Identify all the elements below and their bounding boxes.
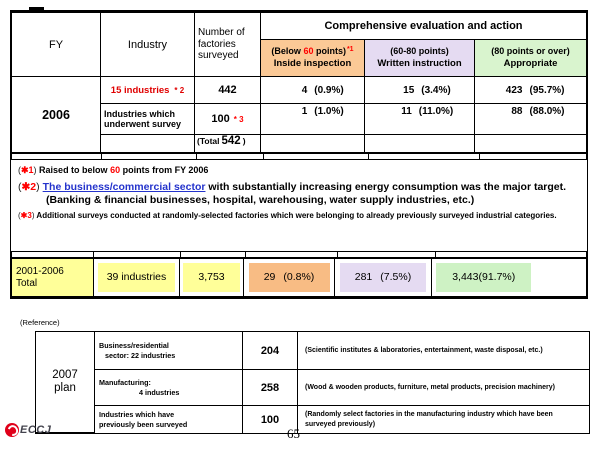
eval-col-60-80-cell	[365, 40, 475, 77]
note-1: (✱1) Raised to below 60 points from FY 2006	[18, 165, 209, 175]
eval-col-60-80-action: Written instruction	[377, 57, 462, 69]
val-row1-below60: 4 (0.9%)	[261, 77, 365, 104]
note-2: (✱2) The business/commercial sector with substantially increasing energy consumption was the major target. (Banking & financial businesses, hospital, warehousing, water supply industries, etc.)	[18, 181, 567, 207]
note1-marker: *1	[346, 46, 354, 54]
evaluation-header-label: Comprehensive evaluation and action	[324, 20, 523, 32]
total-count-cell: 3,753	[180, 259, 244, 296]
count-row1-cell: 442	[195, 77, 261, 104]
fy-header-cell	[12, 13, 101, 77]
eval-col-60-80	[365, 40, 474, 76]
reference-table	[35, 331, 590, 434]
ref-row1-count-cell: 204	[243, 332, 298, 370]
ref-row3-count-cell: 100	[243, 406, 298, 433]
eval-col-below60-range: (Below 60 points)$^{*1}$	[271, 46, 354, 57]
empty-cell	[475, 135, 586, 152]
val-row1-80over: 423 (95.7%)	[475, 77, 586, 104]
notes-box	[10, 159, 588, 252]
val-row2-60-80: 11 (11.0%)	[365, 104, 475, 135]
page-number: 65	[287, 426, 300, 441]
empty-cell	[365, 135, 475, 152]
eval-col-80over	[475, 40, 586, 76]
business-commercial-sector-link[interactable]: The business/commercial sector	[42, 181, 206, 193]
note-3: (✱3) Additional surveys conducted at randomly-selected factories which were belonging to already previously surveyed industrial categories.	[18, 210, 557, 220]
total-below60-cell: 29 (0.8%)	[244, 259, 335, 296]
industry-header-cell	[101, 13, 195, 77]
eval-col-80over-action: Appropriate	[503, 57, 558, 69]
reference-label: (Reference)	[20, 318, 60, 327]
evaluation-header-cell	[261, 13, 586, 40]
ref-row2-count-cell: 258	[243, 370, 298, 406]
main-table	[10, 10, 588, 154]
eval-col-below60	[261, 40, 364, 76]
total-60-80-cell: 281 (7.5%)	[335, 259, 432, 296]
industry-row2-cell	[101, 104, 195, 135]
note3-marker: * 3	[233, 114, 244, 124]
empty-cell	[261, 135, 365, 152]
industry-header-label: Industry	[127, 38, 168, 51]
factories-header-cell	[195, 13, 261, 77]
fy-header-label: FY	[48, 38, 64, 51]
eccj-logo-text: ECCJ	[20, 424, 52, 436]
val-row2-80over: 88 (88.0%)	[475, 104, 586, 135]
plan-2007-cell: 2007 plan	[36, 332, 95, 433]
eccj-logo	[5, 423, 51, 437]
total-table	[10, 257, 588, 299]
count-row2-cell: 100 * 3	[195, 104, 261, 135]
eval-col-below60-cell	[261, 40, 365, 77]
total-542-cell: (Total 542 )	[195, 135, 261, 152]
factories-header-label: Number of factories surveyed	[198, 27, 245, 62]
total-industries-cell: 39 industries	[94, 259, 180, 296]
ref-row3-sector-cell: Industries which have previously been surveyed	[95, 406, 243, 433]
total-80over-cell: 3,443 (91.7%)	[432, 259, 586, 296]
ref-row3-desc-cell: (Randomly select factories in the manufacturing industry which have been surveyed previously)	[305, 411, 553, 428]
ref-row1-desc-cell: (Scientific institutes & laboratories, entertainment, waste disposal, etc.)	[298, 332, 589, 370]
industry-row1-cell	[101, 77, 195, 104]
year-label: 2006	[42, 107, 70, 122]
industry-row1-label: 15 industries	[110, 84, 170, 96]
ref-row1-sector-cell: Business/residential sector: 22 industries	[95, 332, 243, 370]
note2-marker: * 2	[174, 85, 185, 95]
eval-col-below60-action: Inside inspection	[273, 57, 352, 69]
eccj-logo-icon	[5, 423, 19, 437]
eval-col-80over-cell	[475, 40, 586, 77]
year-cell	[12, 77, 101, 152]
industry-row2-label: Industries which underwent survey	[104, 108, 182, 129]
eval-col-60-80-range: (60-80 points)	[390, 46, 449, 57]
val-row1-60-80: 15 (3.4%)	[365, 77, 475, 104]
eval-col-80over-range: (80 points or over)	[491, 46, 570, 57]
ref-row2-sector-cell: Manufacturing: 4 industries	[95, 370, 243, 406]
empty-cell	[101, 135, 195, 152]
ref-row2-desc-cell: (Wood & wooden products, furniture, metal products, precision machinery)	[298, 370, 589, 406]
total-label-cell: 2001-2006 Total	[12, 259, 94, 296]
val-row2-below60: 1 (1.0%)	[261, 104, 365, 135]
